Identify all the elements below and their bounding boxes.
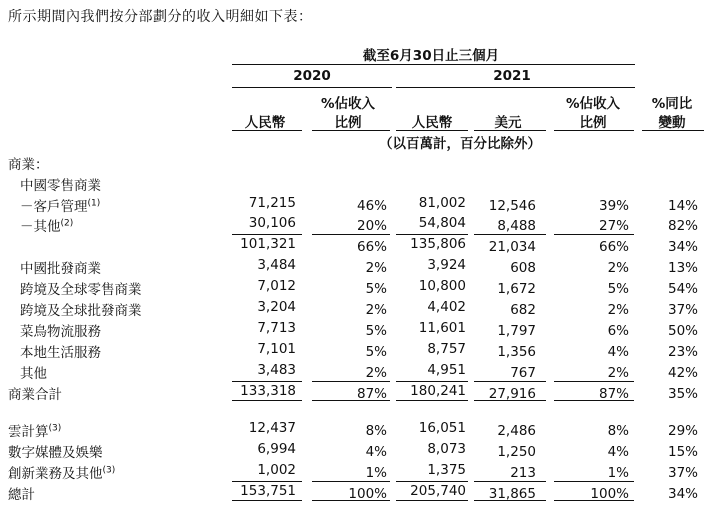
rmb-2021-underline — [396, 130, 468, 131]
rmb-2020-cell: 12,437 — [248, 420, 296, 436]
commerce-total-top-rule — [554, 381, 634, 382]
yoy-header-2: 變動 — [658, 115, 686, 131]
usd-2021-cell: 27,916 — [488, 386, 536, 402]
yoy-change-cell: 29% — [667, 423, 698, 439]
pct-2020-underline — [312, 130, 390, 131]
yoy-change-cell: 54% — [667, 281, 698, 297]
rmb-2020-cell: 7,012 — [257, 278, 296, 294]
row-label — [8, 462, 115, 482]
yoy-change-cell: 34% — [667, 486, 698, 502]
yoy-underline — [642, 130, 704, 131]
rmb-2021-cell: 180,241 — [410, 383, 466, 399]
commerce-total-top-rule — [232, 381, 302, 382]
row-label-text: 跨境及全球批發商業 — [20, 303, 142, 319]
pct-rev-2020-cell: 4% — [365, 444, 387, 460]
row-label — [8, 483, 35, 503]
rmb-2020-cell: 7,713 — [257, 320, 296, 336]
usd-2021-cell: 1,797 — [497, 323, 536, 339]
rmb-2021-cell: 4,951 — [427, 362, 466, 378]
commerce-total-bottom-rule — [396, 400, 468, 401]
pct-rev-2021-cell: 2% — [607, 260, 629, 276]
pct-rev-2020-cell: 8% — [365, 423, 387, 439]
pct-rev-2020-cell: 2% — [365, 302, 387, 318]
usd-2021-cell: 31,865 — [488, 486, 536, 502]
unit-note: （以百萬計，百分比除外） — [379, 136, 541, 152]
subtotal-rule — [554, 234, 634, 235]
row-label-text: 跨境及全球零售商業 — [20, 282, 142, 298]
rmb-2020-cell: 3,484 — [257, 257, 296, 273]
rmb-2020-cell: 1,002 — [257, 462, 296, 478]
row-label-text: 中國批發商業 — [20, 261, 101, 277]
rmb-2020-header: 人民幣 — [244, 115, 286, 131]
grand-total-top-rule — [554, 481, 634, 482]
year-2021-underline — [396, 87, 635, 88]
commerce-total-bottom-rule — [554, 400, 634, 401]
grand-total-bottom-rule — [232, 500, 302, 501]
usd-2021-cell: 608 — [510, 260, 536, 276]
yoy-change-cell: 23% — [667, 344, 698, 360]
rmb-2021-cell: 205,740 — [410, 483, 466, 499]
rmb-2021-cell: 1,375 — [427, 462, 466, 478]
row-label-text: 本地生活服務 — [20, 345, 101, 361]
footnote-marker: (3) — [102, 465, 116, 476]
rmb-2020-cell: 71,215 — [248, 195, 296, 211]
subtotal-rule — [396, 234, 468, 235]
rmb-2021-cell: 135,806 — [410, 236, 466, 252]
yoy-change-cell: 50% — [667, 323, 698, 339]
row-label — [20, 362, 47, 382]
pct-rev-2020-header-2: 比例 — [334, 115, 362, 131]
pct-rev-2020-cell: 2% — [365, 365, 387, 381]
commerce-total-bottom-rule — [312, 400, 390, 401]
pct-rev-2021-cell: 39% — [598, 198, 629, 214]
row-label-text: 其他 — [20, 366, 47, 382]
usd-2021-cell: 1,356 — [497, 344, 536, 360]
usd-2021-cell: 1,250 — [497, 444, 536, 460]
row-label — [20, 278, 142, 298]
pct-rev-2020-cell: 5% — [365, 344, 387, 360]
row-label — [8, 441, 103, 461]
commerce-total-bottom-rule — [474, 400, 546, 401]
rmb-2020-cell: 153,751 — [240, 483, 296, 499]
row-label — [20, 299, 142, 319]
row-label-text: 菜鳥物流服務 — [20, 324, 101, 340]
grand-total-top-rule — [312, 481, 390, 482]
pct-rev-2020-cell: 87% — [356, 386, 387, 402]
rmb-2020-cell: 30,106 — [248, 215, 296, 231]
year-2020-underline — [232, 87, 392, 88]
period-underline — [232, 64, 635, 65]
rmb-2020-cell: 3,483 — [257, 362, 296, 378]
row-label — [20, 341, 101, 361]
yoy-change-cell: 34% — [667, 239, 698, 255]
row-label — [8, 383, 62, 403]
pct-rev-2020-cell: 2% — [365, 260, 387, 276]
pct-rev-2020-cell: 66% — [356, 239, 387, 255]
subtotal-rule — [312, 234, 390, 235]
usd-2021-cell: 767 — [510, 365, 536, 381]
section-china-retail: 中國零售商業 — [20, 178, 101, 194]
row-label-text: －客戶管理 — [20, 199, 88, 215]
usd-2021-cell: 2,486 — [497, 423, 536, 439]
row-label — [20, 215, 73, 235]
footnote-marker: (1) — [87, 198, 101, 209]
period-header: 截至6月30日止三個月 — [362, 48, 500, 64]
pct-rev-2021-cell: 4% — [607, 344, 629, 360]
pct-rev-2021-cell: 87% — [598, 386, 629, 402]
pct-2021-underline — [554, 130, 634, 131]
pct-rev-2021-header-1: %佔收入 — [565, 96, 621, 112]
yoy-change-cell: 37% — [667, 465, 698, 481]
usd-2021-underline — [474, 130, 546, 131]
usd-2021-cell: 21,034 — [488, 239, 536, 255]
yoy-header-1: %同比 — [651, 96, 693, 112]
year-2020-header: 2020 — [293, 68, 331, 84]
pct-rev-2021-header-2: 比例 — [579, 115, 607, 131]
yoy-change-cell: 13% — [667, 260, 698, 276]
grand-total-bottom-rule — [312, 500, 390, 501]
pct-rev-2020-cell: 46% — [356, 198, 387, 214]
pct-rev-2021-cell: 2% — [607, 302, 629, 318]
usd-2021-cell: 8,488 — [497, 218, 536, 234]
pct-rev-2021-cell: 100% — [590, 486, 629, 502]
rmb-2020-cell: 101,321 — [240, 236, 296, 252]
usd-2021-cell: 1,672 — [497, 281, 536, 297]
commerce-total-bottom-rule — [232, 400, 302, 401]
rmb-2020-underline — [232, 130, 302, 131]
commerce-total-top-rule — [474, 381, 546, 382]
subtotal-rule — [474, 234, 546, 235]
rmb-2020-cell: 7,101 — [257, 341, 296, 357]
yoy-change-cell: 82% — [667, 218, 698, 234]
rmb-2021-cell: 3,924 — [427, 257, 466, 273]
rmb-2021-header: 人民幣 — [411, 115, 453, 131]
year-2021-header: 2021 — [493, 68, 531, 84]
pct-rev-2021-cell: 66% — [598, 239, 629, 255]
grand-total-top-rule — [232, 481, 302, 482]
rmb-2021-cell: 11,601 — [418, 320, 466, 336]
pct-rev-2020-cell: 5% — [365, 323, 387, 339]
footnote-marker: (3) — [48, 423, 62, 434]
row-label-text: 商業合計 — [8, 387, 62, 403]
commerce-total-top-rule — [396, 381, 468, 382]
row-label — [20, 320, 101, 340]
pct-rev-2020-cell: 5% — [365, 281, 387, 297]
rmb-2021-cell: 10,800 — [418, 278, 466, 294]
pct-rev-2020-header-1: %佔收入 — [320, 96, 376, 112]
usd-2021-header: 美元 — [494, 115, 522, 131]
row-label — [8, 420, 61, 440]
rmb-2021-cell: 81,002 — [418, 195, 466, 211]
footnote-marker: (2) — [60, 218, 74, 229]
row-label-text: 數字媒體及娛樂 — [8, 445, 103, 461]
usd-2021-cell: 213 — [510, 465, 536, 481]
row-label-text: 雲計算 — [8, 424, 49, 440]
usd-2021-cell: 12,546 — [488, 198, 536, 214]
pct-rev-2020-cell: 20% — [356, 218, 387, 234]
pct-rev-2020-cell: 1% — [365, 465, 387, 481]
commerce-total-top-rule — [312, 381, 390, 382]
grand-total-bottom-rule — [396, 500, 468, 501]
rmb-2021-cell: 16,051 — [418, 420, 466, 436]
row-label-text: 創新業務及其他 — [8, 466, 103, 482]
pct-rev-2021-cell: 2% — [607, 365, 629, 381]
row-label — [20, 257, 101, 277]
rmb-2020-cell: 3,204 — [257, 299, 296, 315]
pct-rev-2021-cell: 4% — [607, 444, 629, 460]
rmb-2021-cell: 4,402 — [427, 299, 466, 315]
rmb-2020-cell: 6,994 — [257, 441, 296, 457]
intro-text: 所示期間內我們按分部劃分的收入明細如下表： — [8, 9, 313, 25]
grand-total-bottom-rule — [554, 500, 634, 501]
grand-total-top-rule — [474, 481, 546, 482]
rmb-2021-cell: 54,804 — [418, 215, 466, 231]
rmb-2021-cell: 8,073 — [427, 441, 466, 457]
yoy-change-cell: 35% — [667, 386, 698, 402]
pct-rev-2021-cell: 1% — [607, 465, 629, 481]
pct-rev-2021-cell: 5% — [607, 281, 629, 297]
grand-total-top-rule — [396, 481, 468, 482]
yoy-change-cell: 42% — [667, 365, 698, 381]
yoy-change-cell: 15% — [667, 444, 698, 460]
subtotal-rule — [232, 234, 302, 235]
yoy-change-cell: 37% — [667, 302, 698, 318]
pct-rev-2020-cell: 100% — [348, 486, 387, 502]
pct-rev-2021-cell: 6% — [607, 323, 629, 339]
row-label-text: －其他 — [20, 219, 61, 235]
pct-rev-2021-cell: 8% — [607, 423, 629, 439]
grand-total-bottom-rule — [474, 500, 546, 501]
row-label — [20, 195, 100, 215]
usd-2021-cell: 682 — [510, 302, 536, 318]
yoy-change-cell: 14% — [667, 198, 698, 214]
rmb-2020-cell: 133,318 — [240, 383, 296, 399]
rmb-2021-cell: 8,757 — [427, 341, 466, 357]
pct-rev-2021-cell: 27% — [598, 218, 629, 234]
section-commerce: 商業： — [8, 157, 49, 173]
row-label-text: 總計 — [8, 487, 35, 503]
